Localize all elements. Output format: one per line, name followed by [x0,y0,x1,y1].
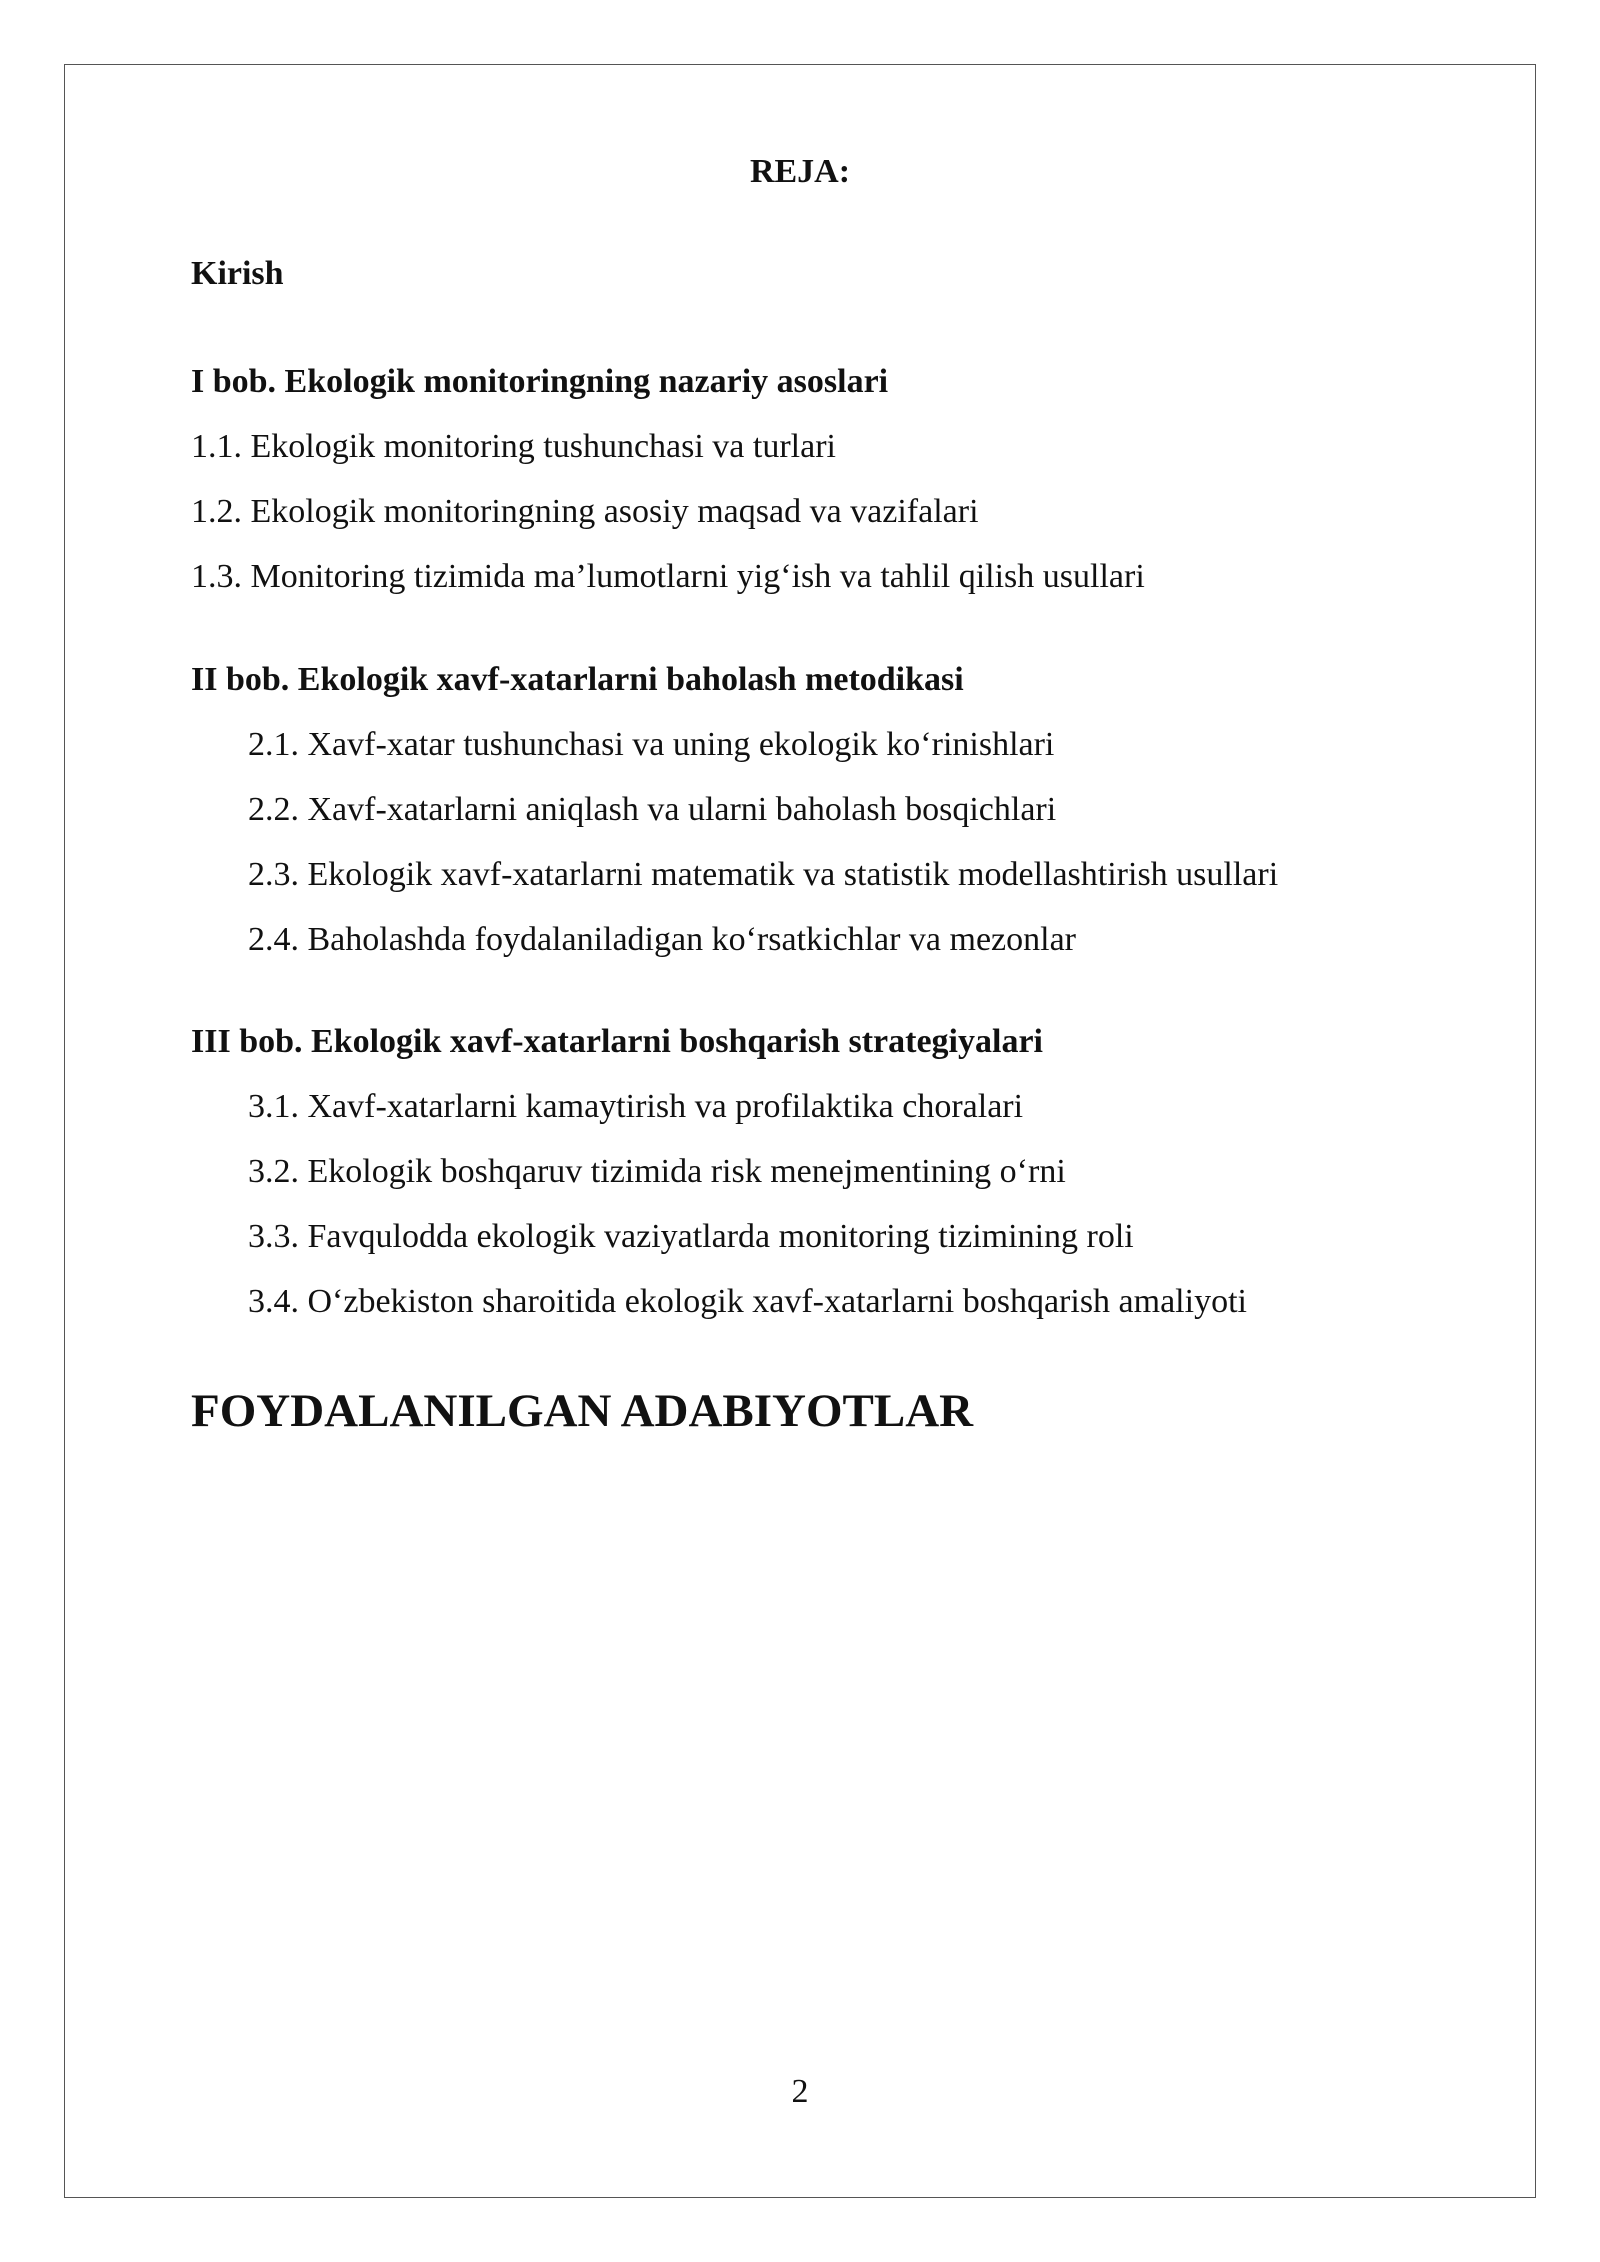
section-item: 3.2. Ekologik boshqaruv tizimida risk menejmentining o‘rni [248,1153,1066,1190]
section-item: 2.3. Ekologik xavf-xatarlarni matematik va statistik modellashtirish usullari [248,856,1279,893]
plan-title: REJA: [749,153,851,190]
section-item: 3.4. O‘zbekiston sharoitida ekologik xavf-xatarlarni boshqarish amaliyoti [248,1283,1247,1320]
section-item: 3.1. Xavf-xatarlarni kamaytirish va profilaktika choralari [248,1088,1024,1125]
chapter-title: III bob. Ekologik xavf-xatarlarni boshqarish strategiyalari [191,1023,1043,1060]
section-item: 3.3. Favqulodda ekologik vaziyatlarda monitoring tizimining roli [248,1218,1134,1255]
section-item: 1.3. Monitoring tizimida ma’lumotlarni yig‘ish va tahlil qilish usullari [191,558,1145,595]
section-item: 1.2. Ekologik monitoringning asosiy maqsad va vazifalari [191,493,979,530]
section-item: 2.4. Baholashda foydalaniladigan ko‘rsatkichlar va mezonlar [248,921,1076,958]
chapter-2 [191,660,1441,985]
section-item: 2.1. Xavf-xatar tushunchasi va uning ekologik ko‘rinishlari [248,726,1055,763]
section-item: 1.1. Ekologik monitoring tushunchasi va turlari [191,428,836,465]
chapter-title: I bob. Ekologik monitoringning nazariy asoslari [191,363,889,400]
references-heading: FOYDALANILGAN ADABIYOTLAR [191,1385,974,1437]
page-number: 2 [791,2073,809,2110]
intro-heading: Kirish [191,255,284,292]
section-item: 2.2. Xavf-xatarlarni aniqlash va ularni baholash bosqichlari [248,791,1057,828]
chapter-3 [191,1022,1441,1347]
chapter-title: II bob. Ekologik xavf-xatarlarni baholash metodikasi [191,661,964,698]
chapter-1 [191,362,1441,622]
